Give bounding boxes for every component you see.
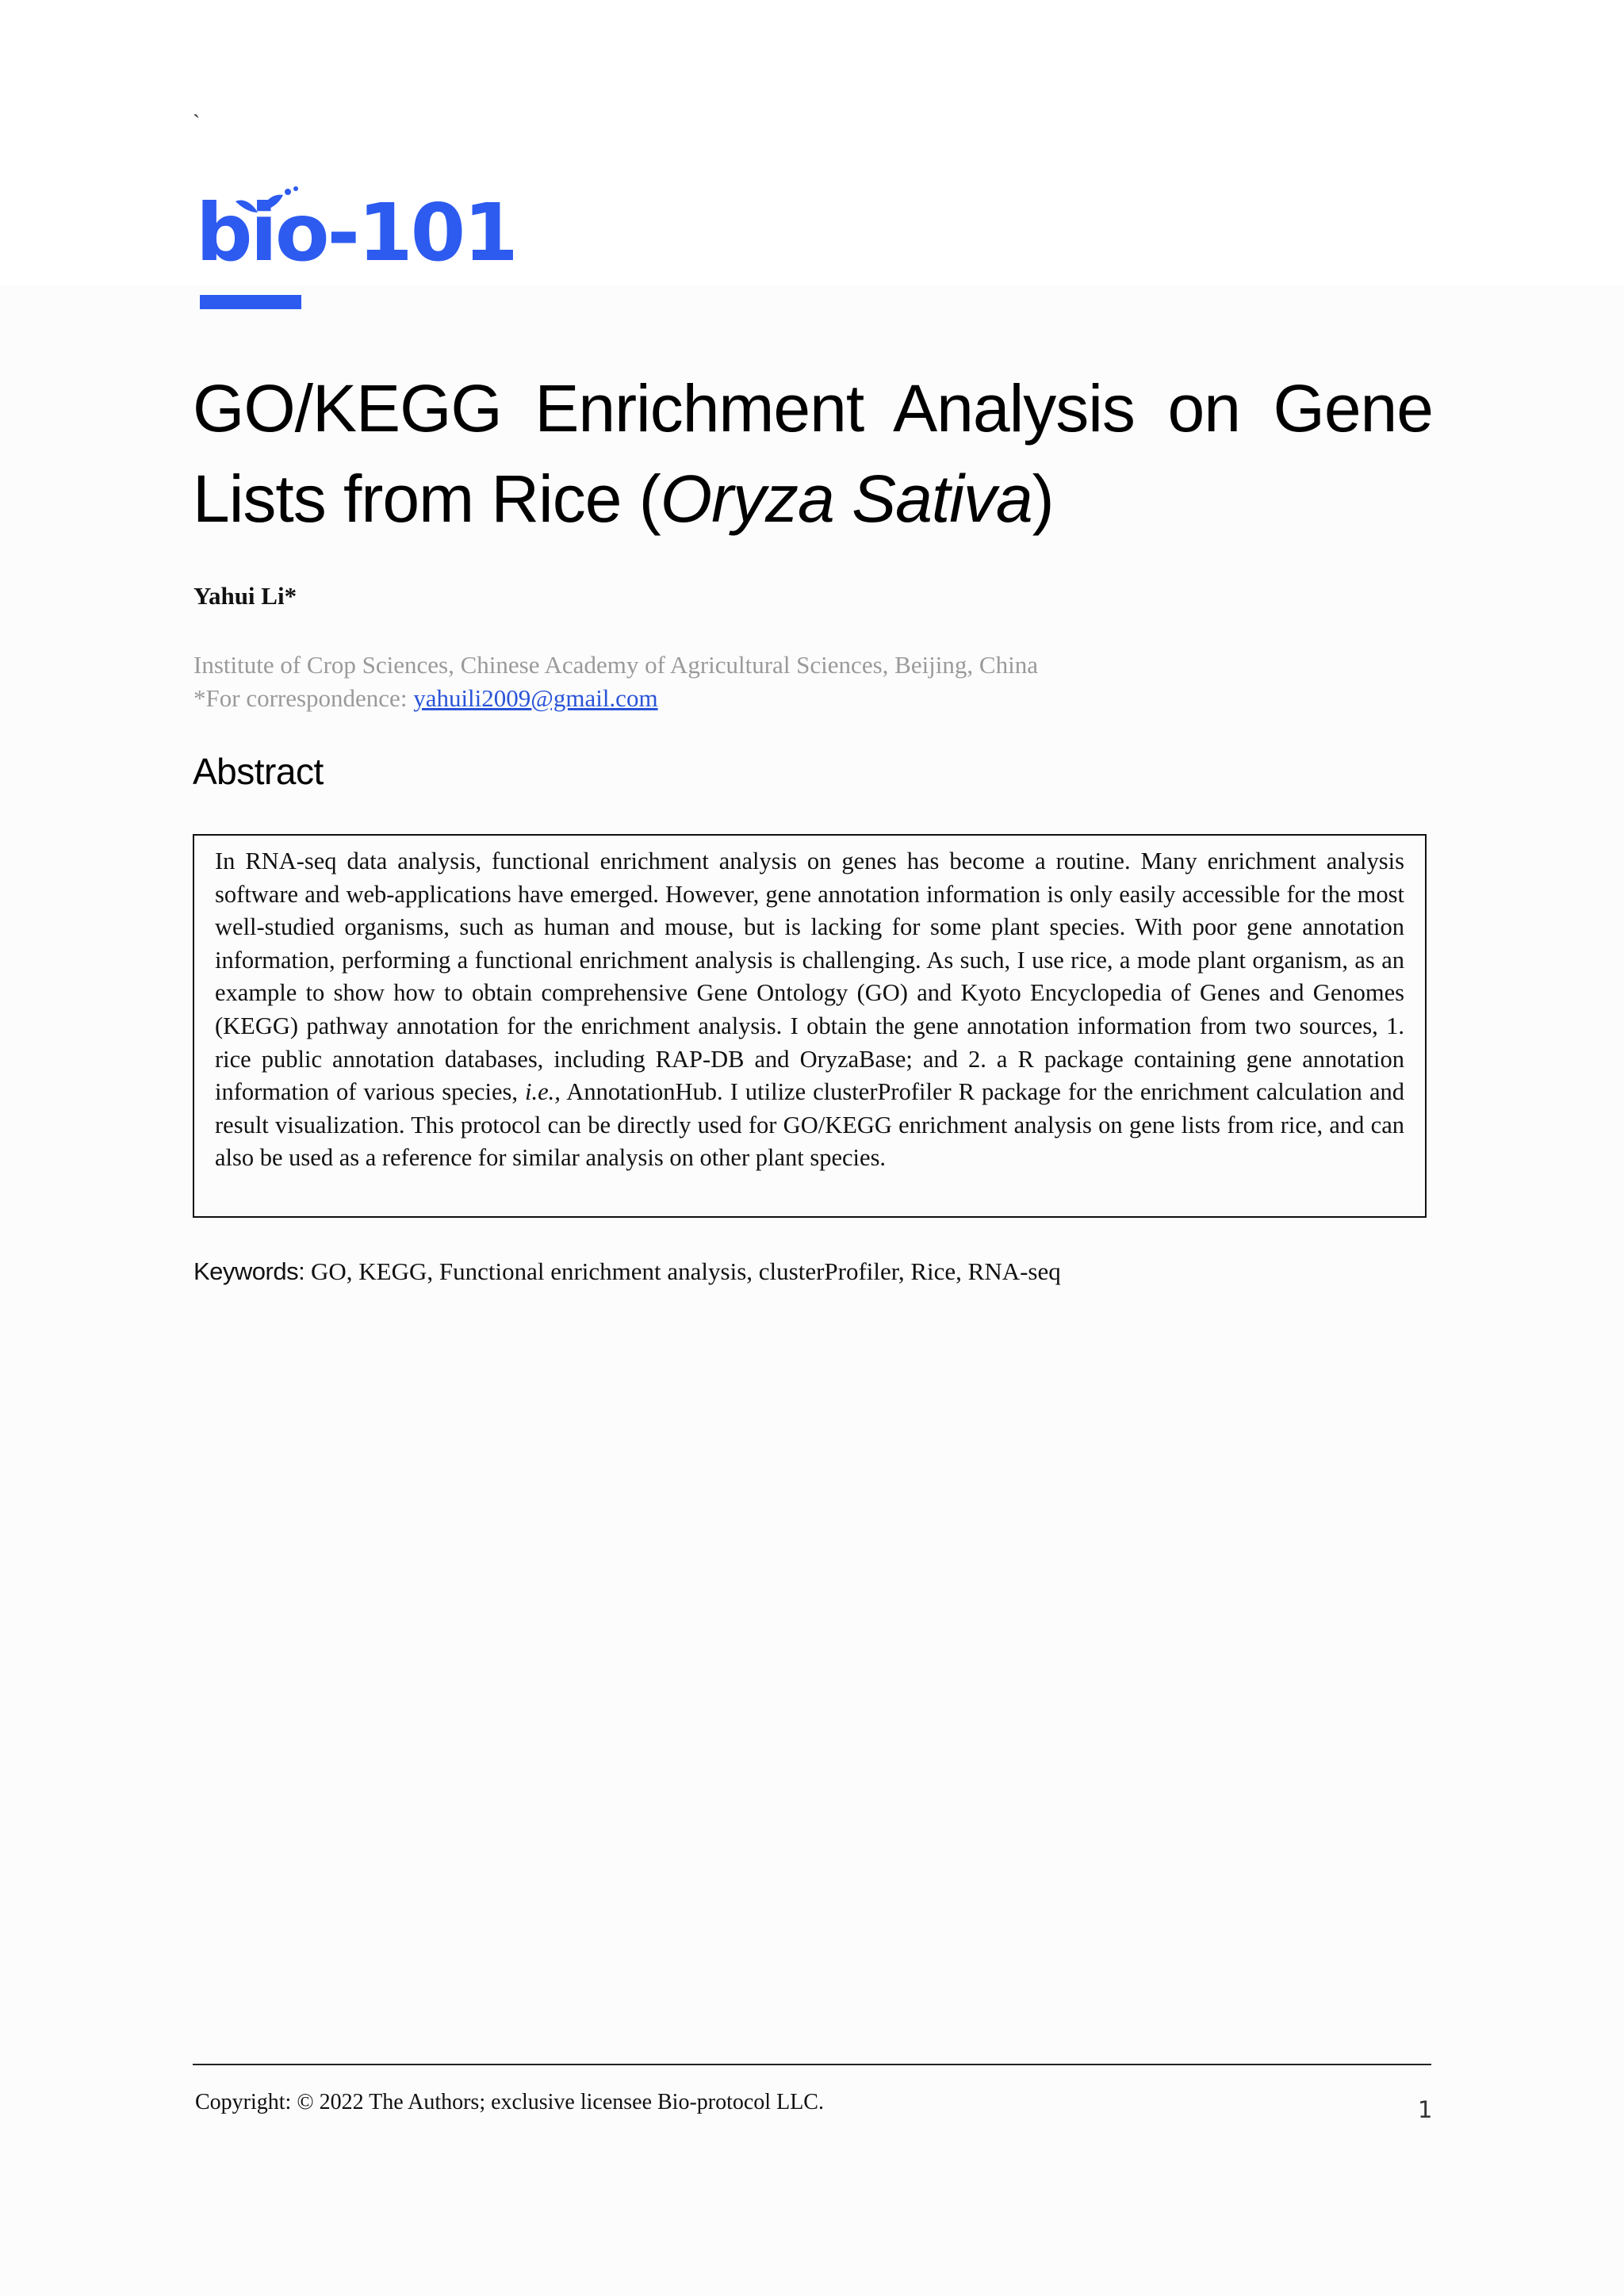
footer-divider [193,2064,1431,2065]
correspondence-email-link[interactable]: yahuili2009@gmail.com [413,684,658,712]
abstract-heading: Abstract [193,751,324,792]
title-main: GO/KEGG Enrichment Analysis on Gene Lists from Rice ( [193,371,1433,536]
keywords-line [193,1257,1061,1286]
stray-tick-mark: ` [193,111,201,136]
title-close: ) [1032,461,1054,536]
logo-underline-bar [200,295,301,309]
correspondence-line [193,682,1038,715]
title-species: Oryza Sativa [660,461,1032,536]
keywords-label: Keywords: [193,1257,305,1285]
bio-101-logo [196,174,516,293]
correspondence-label: *For correspondence: [193,684,414,712]
affiliation-block [193,649,1038,715]
paper-title [193,363,1433,544]
abstract-text-italic: i.e., [525,1078,561,1106]
affiliation: Institute of Crop Sciences, Chinese Academy of Agricultural Sciences, Beijing, China [193,651,1038,679]
abstract-text [215,845,1404,1175]
copyright-notice: Copyright: © 2022 The Authors; exclusive licensee Bio-protocol LLC. [195,2090,824,2114]
keywords-value: GO, KEGG, Functional enrichment analysis, clusterProfiler, Rice, RNA-seq [304,1257,1061,1285]
abstract-box [193,834,1427,1218]
abstract-text-part2: AnnotationHub. I utilize clusterProfiler R package for the enrichment calculation and result visualization. This protocol can be directly used for GO/KEGG enrichment analysis on gene lists from rice, and can also be used as a reference for similar analysis on other plant species. [215,1078,1404,1172]
logo-text: bio-101 [196,186,516,279]
page-number: 1 [1418,2096,1433,2123]
abstract-text-part1: In RNA-seq data analysis, functional enrichment analysis on genes has become a routine. Many enrichment analysis software and web-applications have emerged. However, gene annotation information is only easily accessible for the most well-studied organisms, such as human and mouse, but is lacking for some plant species. With poor gene annotation information, performing a functional enrichment analysis is challenging. As such, I use rice, a mode plant organism, as an example to show how to obtain comprehensive Gene Ontology (GO) and Kyoto Encyclopedia of Genes and Genomes (KEGG) pathway annotation for the enrichment analysis. I obtain the gene annotation information from two sources, 1. rice public annotation databases, including RAP-DB and OryzaBase; and 2. a R package containing gene annotation information of various species, [215,848,1404,1106]
author-name: Yahui Li* [193,582,297,610]
